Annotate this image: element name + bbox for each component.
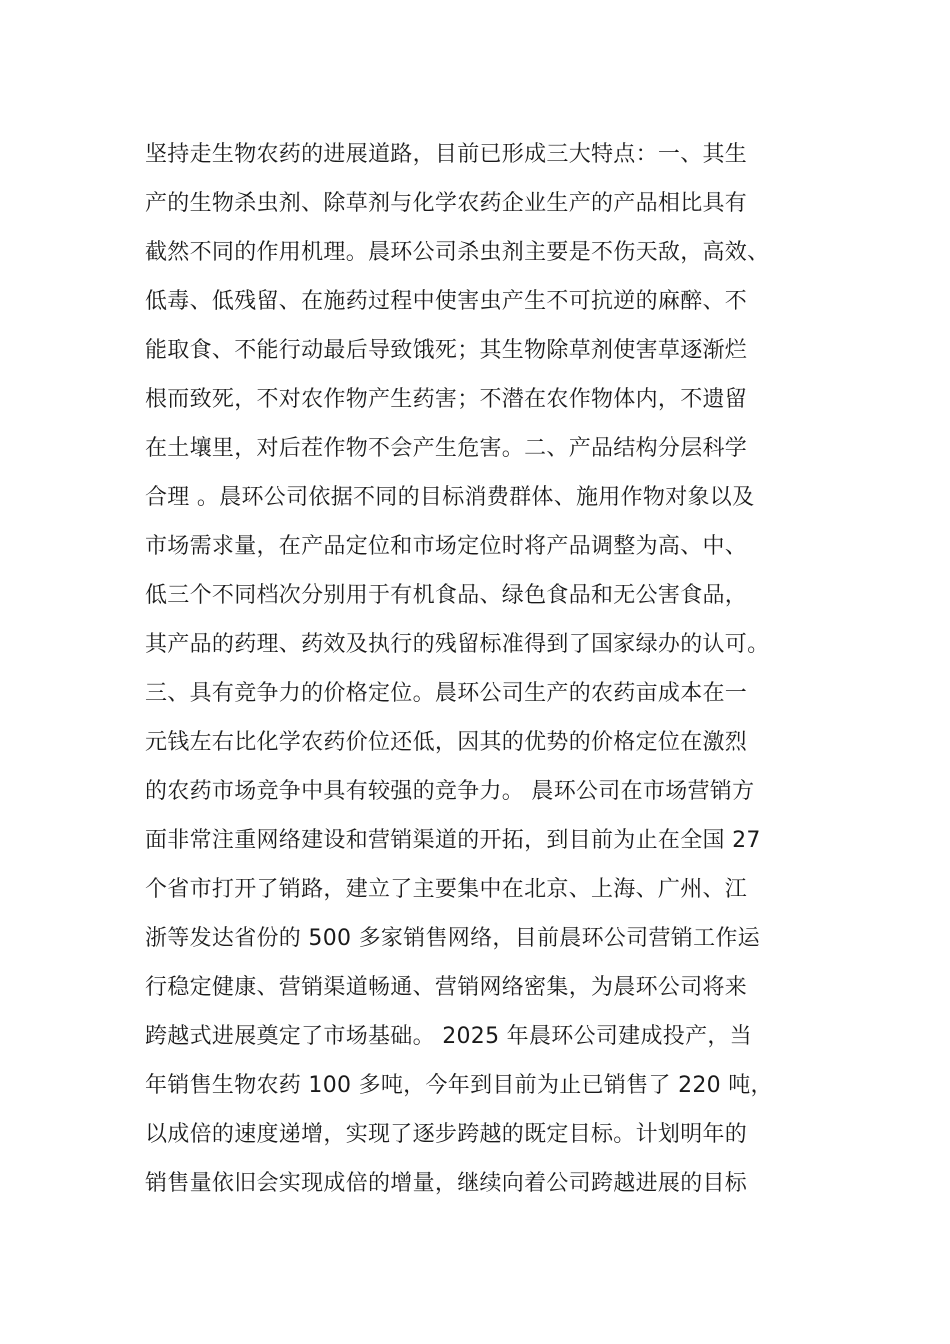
body-paragraph: [145, 130, 845, 1208]
text-line: 三、具有竞争力的价格定位。晨环公司生产的农药亩成本在一: [145, 681, 748, 706]
text-line: 浙等发达省份的 500 多家销售网络，目前晨环公司营销工作运: [145, 926, 760, 951]
text-line: 行稳定健康、营销渠道畅通、营销网络密集，为晨环公司将来: [145, 975, 748, 1000]
text-line: 年销售生物农药 100 多吨，今年到目前为止已销售了 220 吨，: [145, 1073, 773, 1098]
text-line: 在土壤里，对后茬作物不会产生危害。二、产品结构分层科学: [145, 436, 748, 461]
text-line: 跨越式进展奠定了市场基础。 2025 年晨环公司建成投产，当: [145, 1024, 752, 1049]
text-line: 能取食、不能行动最后导致饿死；其生物除草剂使害草逐渐烂: [145, 338, 748, 363]
text-line: 产的生物杀虫剂、除草剂与化学农药企业生产的产品相比具有: [145, 191, 748, 216]
text-line: 个省市打开了销路，建立了主要集中在北京、上海、广州、江: [145, 877, 748, 902]
text-line: 截然不同的作用机理。晨环公司杀虫剂主要是不伤天敌，高效、: [145, 240, 770, 265]
text-line: 以成倍的速度递增，实现了逐步跨越的既定目标。计划明年的: [145, 1122, 748, 1147]
text-line: 销售量依旧会实现成倍的增量，继续向着公司跨越进展的目标: [145, 1171, 748, 1196]
text-line: 面非常注重网络建设和营销渠道的开拓，到目前为止在全国 27: [145, 828, 761, 853]
text-line: 市场需求量，在产品定位和市场定位时将产品调整为高、中、: [145, 534, 748, 559]
text-line: 合理 。晨环公司依据不同的目标消费群体、施用作物对象以及: [145, 485, 755, 510]
text-line: 坚持走生物农药的进展道路，目前已形成三大特点：一、其生: [145, 142, 748, 167]
text-line: 根而致死，不对农作物产生药害；不潜在农作物体内，不遗留: [145, 387, 748, 412]
text-line: 元钱左右比化学农药价位还低，因其的优势的价格定位在激烈: [145, 730, 748, 755]
text-line: 低毒、低残留、在施药过程中使害虫产生不可抗逆的麻醉、不: [145, 289, 748, 314]
text-line: 的农药市场竞争中具有较强的竞争力。 晨环公司在市场营销方: [145, 779, 755, 804]
text-line: 其产品的药理、药效及执行的残留标准得到了国家绿办的认可。: [145, 632, 770, 657]
text-line: 低三个不同档次分别用于有机食品、绿色食品和无公害食品，: [145, 583, 748, 608]
